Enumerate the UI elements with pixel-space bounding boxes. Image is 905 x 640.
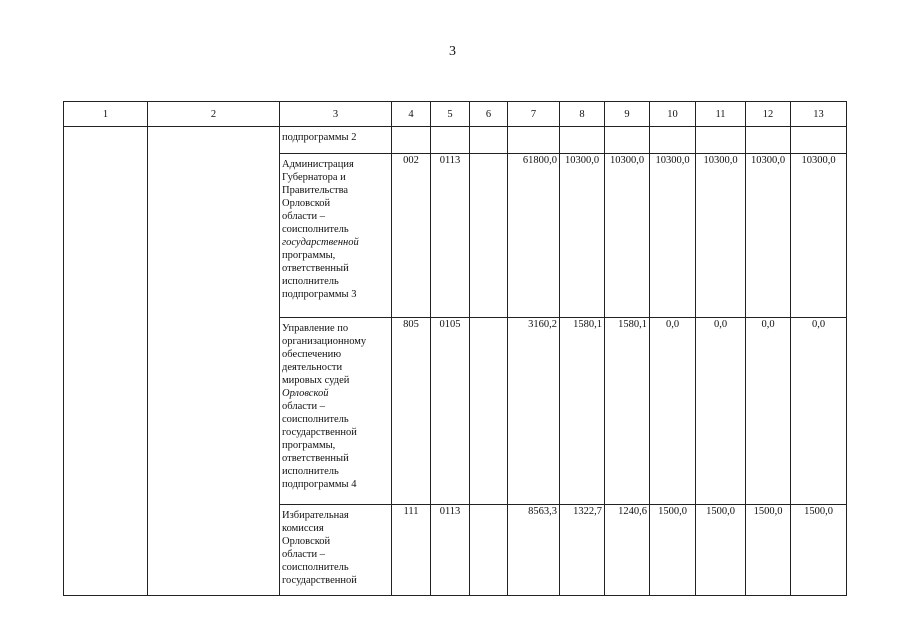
name-line: Губернатора и [282, 172, 346, 183]
cell-col-13 [791, 127, 847, 154]
column-header-7: 7 [508, 102, 560, 127]
column-header-1: 1 [64, 102, 148, 127]
name-line: соисполнитель [282, 562, 349, 573]
cell-col-7 [508, 127, 560, 154]
executor-name-cell [280, 127, 392, 154]
name-line: Орловской [282, 198, 331, 209]
name-line: Управление по [282, 323, 349, 334]
name-line: программы, [282, 440, 336, 451]
cell-col-4: 002 [392, 154, 431, 318]
name-line: программы, [282, 250, 336, 261]
name-line: государственной [282, 237, 359, 248]
cell-col-6 [470, 154, 508, 318]
column-header-6: 6 [470, 102, 508, 127]
cell-col-11: 10300,0 [696, 154, 746, 318]
name-line: подпрограммы 4 [282, 479, 357, 490]
cell-col-9: 1580,1 [605, 318, 650, 505]
cell-col-7: 8563,3 [508, 505, 560, 596]
column-header-9: 9 [605, 102, 650, 127]
cell-col-13: 0,0 [791, 318, 847, 505]
cell-col-1 [64, 127, 148, 596]
column-header-5: 5 [431, 102, 470, 127]
cell-col-13: 10300,0 [791, 154, 847, 318]
cell-col-6 [470, 505, 508, 596]
cell-col-12: 10300,0 [746, 154, 791, 318]
cell-col-10: 10300,0 [650, 154, 696, 318]
name-line: мировых судей [282, 375, 350, 386]
cell-col-4: 805 [392, 318, 431, 505]
table-row [64, 127, 847, 154]
cell-col-10: 1500,0 [650, 505, 696, 596]
cell-col-8 [560, 127, 605, 154]
executor-name-cell [280, 505, 392, 596]
executor-name-cell [280, 154, 392, 318]
cell-col-11: 1500,0 [696, 505, 746, 596]
name-line: соисполнитель [282, 414, 349, 425]
name-line: области – [282, 211, 325, 222]
cell-col-12: 0,0 [746, 318, 791, 505]
cell-col-11 [696, 127, 746, 154]
cell-col-10 [650, 127, 696, 154]
name-line: Избирательная [282, 510, 349, 521]
name-line: соисполнитель [282, 224, 349, 235]
cell-col-12: 1500,0 [746, 505, 791, 596]
cell-col-7: 61800,0 [508, 154, 560, 318]
cell-col-11: 0,0 [696, 318, 746, 505]
name-line: комиссия [282, 523, 324, 534]
cell-col-9: 1240,6 [605, 505, 650, 596]
name-line: деятельности [282, 362, 343, 373]
cell-col-4: 111 [392, 505, 431, 596]
cell-col-4 [392, 127, 431, 154]
name-line: подпрограммы 3 [282, 289, 357, 300]
name-line: ответственный [282, 263, 349, 274]
cell-col-10: 0,0 [650, 318, 696, 505]
cell-col-8: 10300,0 [560, 154, 605, 318]
name-line: исполнитель [282, 276, 339, 287]
cell-col-7: 3160,2 [508, 318, 560, 505]
column-header-8: 8 [560, 102, 605, 127]
cell-col-9 [605, 127, 650, 154]
column-header-11: 11 [696, 102, 746, 127]
name-line: государственной [282, 575, 357, 586]
column-header-13: 13 [791, 102, 847, 127]
name-line: области – [282, 549, 325, 560]
name-line: области – [282, 401, 325, 412]
cell-col-5: 0105 [431, 318, 470, 505]
cell-col-13: 1500,0 [791, 505, 847, 596]
name-line: обеспечению [282, 349, 342, 360]
name-line: организационному [282, 336, 367, 347]
cell-col-5: 0113 [431, 154, 470, 318]
cell-col-8: 1322,7 [560, 505, 605, 596]
budget-table [63, 101, 847, 596]
cell-col-5: 0113 [431, 505, 470, 596]
cell-col-6 [470, 318, 508, 505]
name-line: Правительства [282, 185, 349, 196]
cell-col-2 [148, 127, 280, 596]
column-header-4: 4 [392, 102, 431, 127]
cell-col-6 [470, 127, 508, 154]
column-header-3: 3 [280, 102, 392, 127]
cell-col-12 [746, 127, 791, 154]
column-header-12: 12 [746, 102, 791, 127]
name-line: подпрограммы 2 [282, 132, 357, 143]
header-row [64, 102, 847, 127]
name-line: исполнитель [282, 466, 339, 477]
column-header-2: 2 [148, 102, 280, 127]
column-header-10: 10 [650, 102, 696, 127]
name-line: Орловской [282, 536, 331, 547]
name-line: государственной [282, 427, 357, 438]
cell-col-5 [431, 127, 470, 154]
name-line: Администрация [282, 159, 354, 170]
name-line: Орловской [282, 388, 329, 399]
name-line: ответственный [282, 453, 349, 464]
page-number: 3 [449, 44, 456, 59]
cell-col-9: 10300,0 [605, 154, 650, 318]
cell-col-8: 1580,1 [560, 318, 605, 505]
executor-name-cell [280, 318, 392, 505]
